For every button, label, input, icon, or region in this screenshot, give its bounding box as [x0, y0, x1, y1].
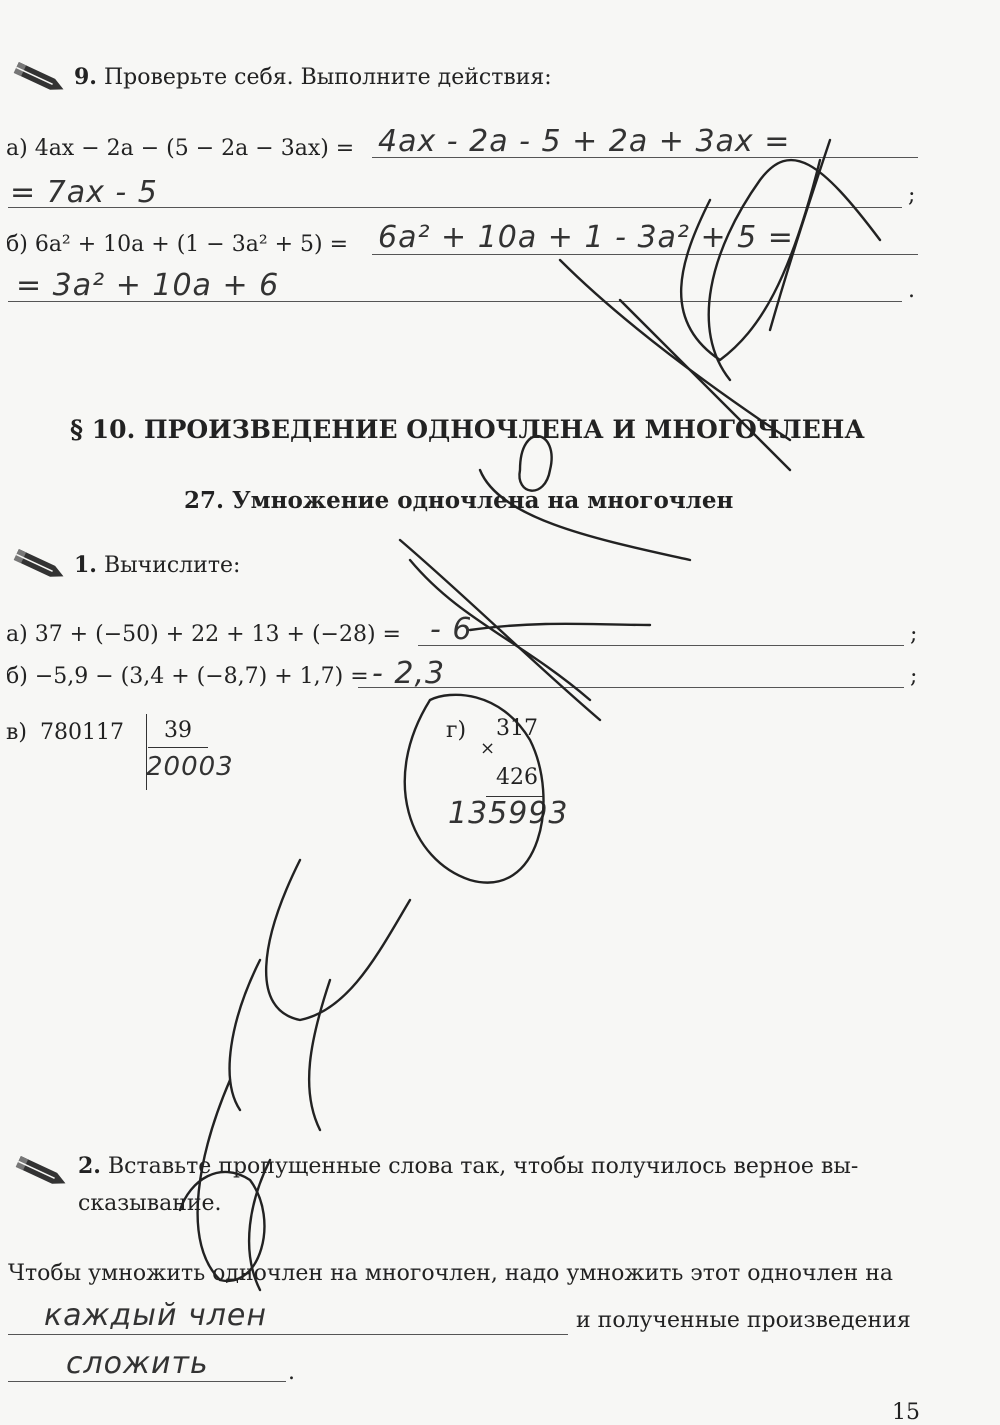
task2-title-line1: [78, 1153, 858, 1179]
task1-v-label: в): [6, 720, 27, 745]
answer-line: [418, 645, 904, 646]
task9-a-answer-line2: = 7ax - 5: [10, 175, 158, 210]
task2-sentence-end: .: [288, 1360, 295, 1385]
task1-g-bottom: 426: [496, 765, 538, 790]
answer-line: [8, 207, 902, 208]
task9-a-answer-line1: 4ax - 2a - 5 + 2a + 3ax =: [378, 124, 791, 159]
task9-b-label: б) 6a² + 10a + (1 − 3a² + 5) =: [6, 232, 349, 257]
task2-text-line1: Вставьте пропущенные слова так, чтобы получилось верное вы-: [107, 1154, 859, 1179]
pencil-icon: [8, 58, 70, 98]
times-sign: ×: [480, 738, 496, 759]
task1-text: Вычислите:: [103, 553, 241, 578]
pencil-icon: [8, 545, 70, 585]
page-number: 15: [892, 1400, 920, 1425]
task2-sentence-part1: Чтобы умножить одночлен на многочлен, надо умножить этот одночлен на: [8, 1261, 893, 1286]
task1-a-label: а) 37 + (−50) + 22 + 13 + (−28) =: [6, 622, 401, 647]
task1-g-label: г): [446, 718, 467, 743]
task1-a-answer: - 6: [430, 612, 473, 647]
section-heading: § 10. ПРОИЗВЕДЕНИЕ ОДНОЧЛЕНА И МНОГОЧЛЕНА: [70, 415, 865, 444]
task1-v-divisor: 39: [164, 718, 192, 743]
task1-b-end: ;: [910, 664, 918, 689]
answer-line: [8, 1334, 568, 1335]
answer-line: [372, 254, 918, 255]
task9-a-label: а) 4ax − 2a − (5 − 2a − 3ax) =: [6, 136, 355, 161]
task2-sentence-part2: и полученные произведения: [576, 1308, 911, 1333]
task2-title-line2: сказывание.: [78, 1191, 222, 1216]
task1-number: 1.: [74, 552, 97, 578]
task1-v-dividend: 780117: [40, 720, 124, 745]
task1-g-top: 317: [496, 716, 538, 741]
task9-title: [74, 64, 552, 90]
section-subheading: 27. Умножение одночлена на многочлен: [184, 487, 734, 514]
task9-a-end: ;: [908, 183, 916, 208]
task1-b-answer: - 2,3: [372, 656, 446, 691]
task2-number: 2.: [78, 1153, 101, 1179]
answer-line: [372, 157, 918, 158]
task1-v-quotient: 20003: [146, 752, 234, 782]
task1-b-label: б) −5,9 − (3,4 + (−8,7) + 1,7) =: [6, 664, 369, 689]
task9-text: Проверьте себя. Выполните действия:: [103, 65, 552, 90]
answer-line: [358, 687, 904, 688]
answer-line: [8, 1381, 286, 1382]
task1-a-end: ;: [910, 622, 918, 647]
task9-b-answer-line2: = 3a² + 10a + 6: [16, 268, 280, 303]
divisor-rule: [148, 747, 208, 748]
task9-number: 9.: [74, 64, 97, 90]
task1-g-result: 135993: [448, 796, 569, 831]
pencil-icon: [10, 1152, 72, 1192]
task2-answer2: сложить: [66, 1346, 209, 1381]
answer-line: [8, 301, 902, 302]
task2-answer1: каждый член: [44, 1298, 267, 1333]
task9-b-answer-line1: 6a² + 10a + 1 - 3a² + 5 =: [378, 220, 794, 255]
task1-title: [74, 552, 240, 578]
task9-b-end: .: [908, 278, 915, 303]
